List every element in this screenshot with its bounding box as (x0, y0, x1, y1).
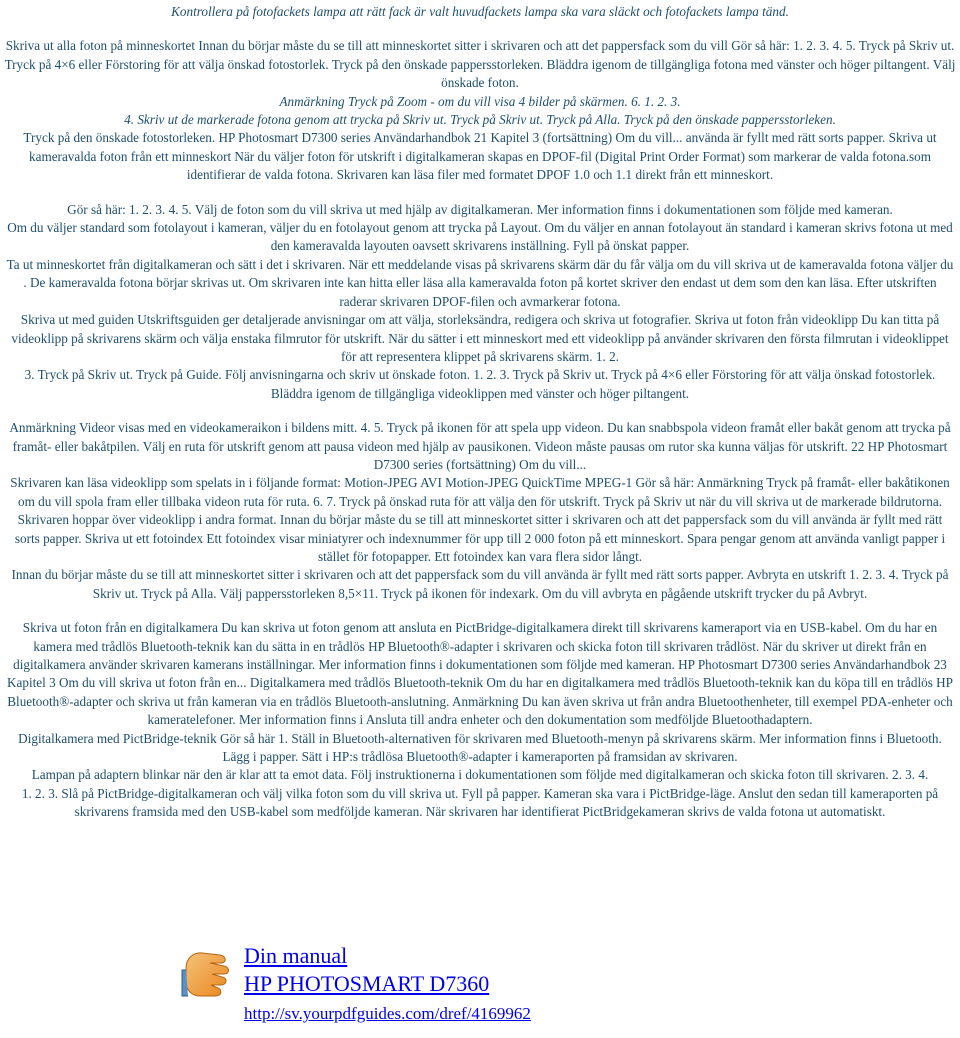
paragraph: Skriva ut alla foton på minneskortet Innan du börjar måste du se till att minneskortet sitter i skrivaren och att det pappersfack som du vill Gör så här: 1. 2. 3. 4. 5. Tryck på Skriv ut. Tryck på 4×6 eller Förstoring för att välja önskad fotostorlek. Tryck på den önskade pappersstorleken. Bläddra igenom de tillgängliga fotona med vänster och höger piltangent. Välj önskade foton. (4, 38, 956, 91)
paragraph: Lampan på adaptern blinkar när den är klar att ta emot data. Följ instruktionerna i dokumentationen som följde med digitalkameran och skicka foton till skrivaren. 2. 3. 4. (31, 767, 929, 783)
spacer (4, 603, 956, 619)
spacer (4, 21, 956, 37)
paragraph: Gör så här: 1. 2. 3. 4. 5. Välj de foton som du vill skriva ut med hjälp av digitalkameran. Mer information finns i dokumentationen som följde med kameran. (67, 201, 893, 217)
paragraph: 1. 2. 3. Slå på PictBridge-digitalkameran och välj vilka foton som du vill skriva ut. Fyll på papper. Kameran ska vara i PictBridge-läge. Anslut den sedan till kameraporten på skrivarens framsida med den USB-kabel som medföljde kameran. När skrivaren har identifierat PictBridgekameran skrivs de valda fotona ut automatiskt. (21, 785, 939, 820)
paragraph: Innan du börjar måste du se till att minneskortet sitter i skrivaren och att det pappersfack som du vill använda är fyllt med rätt sorts papper. Avbryta en utskrift 1. 2. 3. 4. Tryck på Skriv ut. Tryck på Alla. Välj pappersstorleken 8,5×11. Tryck på ikonen för indexark. Om du vill avbryta en pågående utskrift trycker du på Avbryt. (11, 567, 949, 601)
paragraph: Skriva ut foton från en digitalkamera Du kan skriva ut foton genom att ansluta en PictBridge-digitalkamera direkt till skrivarens kameraport via en USB-kabel. Om du har en kamera med trådlös Bluetooth-teknik kan du sätta in en trådlös HP Bluetooth®-adapter i skrivaren och skicka foton till skrivaren trådlöst. När du skriver ut direkt från en digitalkamera använder skrivaren kamerans inställningar. Mer information finns i dokumentationen som följde med kameran. HP Photosmart D7300 series Användarhandbok 23 Kapitel 3 Om du vill skriva ut foton från en... Digitalkamera med trådlös Bluetooth-teknik Om du har en digitalkamera med trådlös Bluetooth-teknik kan du köpa till en trådlös HP Bluetooth®-adapter och skriva ut från kameran via en trådlös Bluetooth-anslutning. Anmärkning Du kan även skriva ut från andra Bluetoothenheter, till exempel PDA-enheter och kameratelefoner. Mer information finns i Ansluta till andra enheter och den dokumentation som medföljde Bluetoothadaptern. (7, 620, 953, 728)
spacer (4, 403, 956, 419)
manual-footer (180, 940, 780, 1030)
paragraph: Om du väljer standard som fotolayout i kameran, väljer du en fotolayout genom att trycka på Layout. Om du väljer en annan fotolayout än standard i kameran skrivs fotona ut med den kameravalda layouten oavsett skrivarens inställning. Fyll på önskat papper. (7, 220, 953, 254)
paragraph: Kontrollera på fotofackets lampa att rätt fack är valt huvudfackets lampa ska vara släckt och fotofackets lampa tänd. (171, 4, 789, 19)
spacer (4, 185, 956, 201)
paragraph: Ta ut minneskortet från digitalkameran och sätt i det i skrivaren. När ett meddelande visas på skrivarens skärm där du får välja om du vill skriva ut de kameravalda fotona väljer du . De kameravalda fotona börjar skrivas ut. Om skrivaren inte kan hitta eller läsa alla kameravalda foton på kortet skriver den endast ut dem som den kan läsa. Efter utskriften raderar skrivaren DPOF-filen och avmarkerar fotona. (6, 256, 954, 309)
url-link[interactable]: http://sv.yourpdfguides.com/dref/4169962 (244, 1004, 531, 1023)
paragraph: Anmärkning Videor visas med en videokameraikon i bildens mitt. 4. 5. Tryck på ikonen för att spela upp videon. Du kan snabbspola videon framåt eller bakåt genom att trycka på framåt- eller bakåtpilen. Välj en ruta för utskrift genom att pausa videon med hjälp av pausikonen. Videon måste pausas om rutor ska kunna väljas för utskrift. 22 HP Photosmart D7300 series (fortsättning) Om du vill... (9, 420, 951, 472)
paragraph: Skrivaren hoppar över videoklipp i andra format. Innan du börjar måste du se till att minneskortet sitter i skrivaren och att det pappersfack som du vill använda är fyllt med rätt sorts papper. Skriva ut ett fotoindex Ett fotoindex visar miniatyrer och indexnummer för upp till 2 000 foton på ett minneskort. Spara pengar genom att använda vanligt papper i stället för fotopapper. Ett fotoindex kan vara flera sidor långt. (14, 512, 946, 564)
paragraph: Skrivaren kan läsa videoklipp som spelats in i följande format: Motion-JPEG AVI Motion-JPEG QuickTime MPEG-1 Gör så här: Anmärkning Tryck på framåt- eller bakåtikonen om du vill spola fram eller tillbaka videon ruta för ruta. 6. 7. Tryck på önskad ruta för att välja den för utskrift. Tryck på Skriv ut när du vill skriva ut de markerade bildrutorna. (10, 475, 950, 509)
pointing-hand-icon (180, 940, 234, 1010)
paragraph: Skriva ut med guiden Utskriftsguiden ger detaljerade anvisningar om att välja, storleksändra, redigera och skriva ut fotografier. Skriva ut foton från videoklipp Du kan titta på videoklipp på skrivarens skärm och välja enstaka filmrutor för utskrift. När du sätter i ett minneskort med ett videoklipp på använder skrivaren den första filmrutan i videoklippet för att representera klippet på skrivarens skärm. 1. 2. (11, 312, 949, 364)
paragraph: 3. Tryck på Skriv ut. Tryck på Guide. Följ anvisningarna och skriv ut önskade foton. 1. 2. 3. Tryck på Skriv ut. Tryck på 4×6 eller Förstoring för att välja önskad fotostorlek. Bläddra igenom de tillgängliga videoklippen med vänster och höger piltangent. (24, 367, 936, 401)
footer-links (244, 942, 531, 1026)
paragraph: Anmärkning Tryck på Zoom - om du vill visa 4 bilder på skärmen. 6. 1. 2. 3. (279, 93, 681, 109)
product-link[interactable]: HP PHOTOSMART D7360 (244, 971, 490, 996)
paragraph: Tryck på den önskade fotostorleken. HP Photosmart D7300 series Användarhandbok 21 Kapitel 3 (fortsättning) Om du vill... använda är fyllt med rätt sorts papper. Skriva ut kameravalda foton från ett minneskort När du väljer foton för utskrift i digitalkameran skapas en DPOF-fil (Digital Print Order Format) som markerar de valda fotona.som identifierar de valda fotona. Skrivaren kan läsa filer med formatet DPOF 1.0 och 1.1 direkt från ett minneskort. (23, 130, 937, 183)
paragraph: 4. Skriv ut de markerade fotona genom att trycka på Skriv ut. Tryck på Skriv ut. Tryck på Alla. Tryck på den önskade pappersstorleken. (124, 112, 836, 128)
paragraph: Digitalkamera med PictBridge-teknik Gör så här 1. Ställ in Bluetooth-alternativen för skrivaren med Bluetooth-menyn på skrivarens skärm. Mer information finns i Bluetooth. Lägg i papper. Sätt i HP:s trådlösa Bluetooth®-adapter i kameraporten på framsidan av skrivaren. (18, 730, 942, 765)
manual-link[interactable]: Din manual (244, 943, 348, 968)
manual-text (4, 3, 956, 822)
